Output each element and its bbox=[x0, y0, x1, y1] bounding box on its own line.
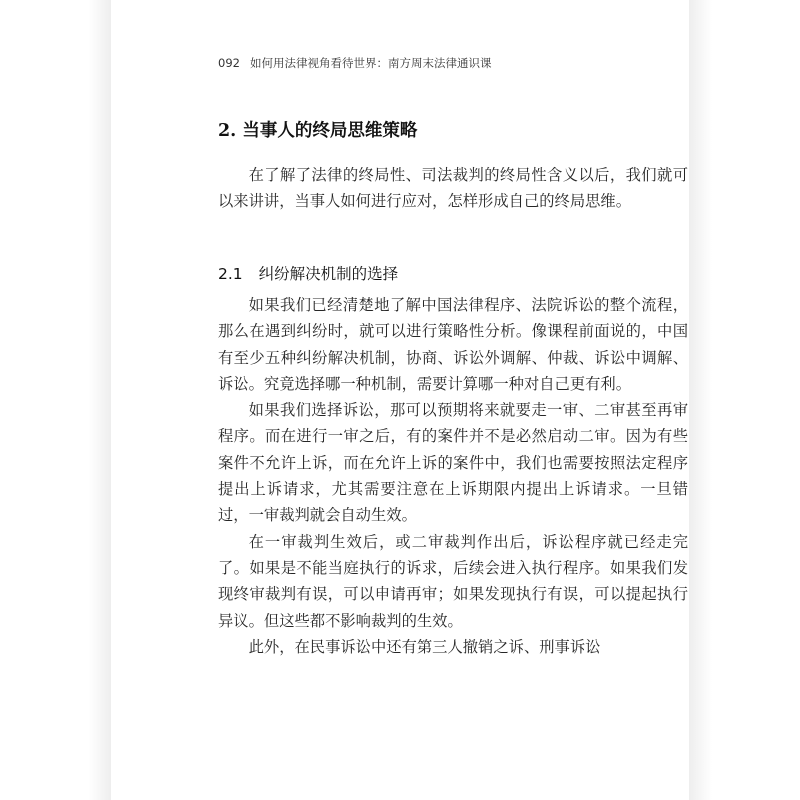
intro-block bbox=[218, 162, 688, 215]
body-text bbox=[218, 292, 688, 660]
subsection-title: 纠纷解决机制的选择 bbox=[258, 265, 399, 283]
subsection-number: 2.1 bbox=[218, 265, 243, 283]
paragraph: 在一审裁判生效后，或二审裁判作出后，诉讼程序就已经走完了。如果是不能当庭执行的诉求，后续会进入执行程序。如果我们发现终审裁判有误，可以申请再审；如果发现执行有误，可以提起执行异议。但这些都不影响裁判的生效。 bbox=[218, 532, 688, 630]
paragraph: 此外，在民事诉讼中还有第三人撤销之诉、刑事诉讼 bbox=[248, 637, 601, 656]
paragraph: 如果我们已经清楚地了解中国法律程序、法院诉讼的整个流程，那么在遇到纠纷时，就可以进行策略性分析。像课程前面说的，中国有至少五种纠纷解决机制，协商、诉讼外调解、仲裁、诉讼中调解、诉讼。究竟选择哪一种机制，需要计算哪一种对自己更有利。 bbox=[218, 296, 688, 393]
running-header bbox=[218, 55, 678, 71]
page-shadow-left bbox=[88, 0, 112, 800]
paragraph: 如果我们选择诉讼，那可以预期将来就要走一审、二审甚至再审程序。而在进行一审之后，有的案件并不是必然启动二审。因为有些案件不允许上诉，而在允许上诉的案件中，我们也需要按照法定程序提出上诉请求，尤其需要注意在上诉期限内提出上诉请求。一旦错过，一审裁判就会自动生效。 bbox=[218, 401, 688, 525]
page-number: 092 bbox=[218, 56, 240, 70]
intro-paragraph: 在了解了法律的终局性、司法裁判的终局性含义以后，我们就可以来讲讲，当事人如何进行应对，怎样形成自己的终局思维。 bbox=[218, 166, 688, 211]
book-title: 如何用法律视角看待世界：南方周末法律通识课 bbox=[249, 56, 492, 70]
section-title: 2. 当事人的终局思维策略 bbox=[218, 121, 418, 141]
page-shadow-right bbox=[688, 0, 712, 800]
subsection-heading bbox=[218, 262, 398, 284]
book-page bbox=[111, 0, 689, 800]
